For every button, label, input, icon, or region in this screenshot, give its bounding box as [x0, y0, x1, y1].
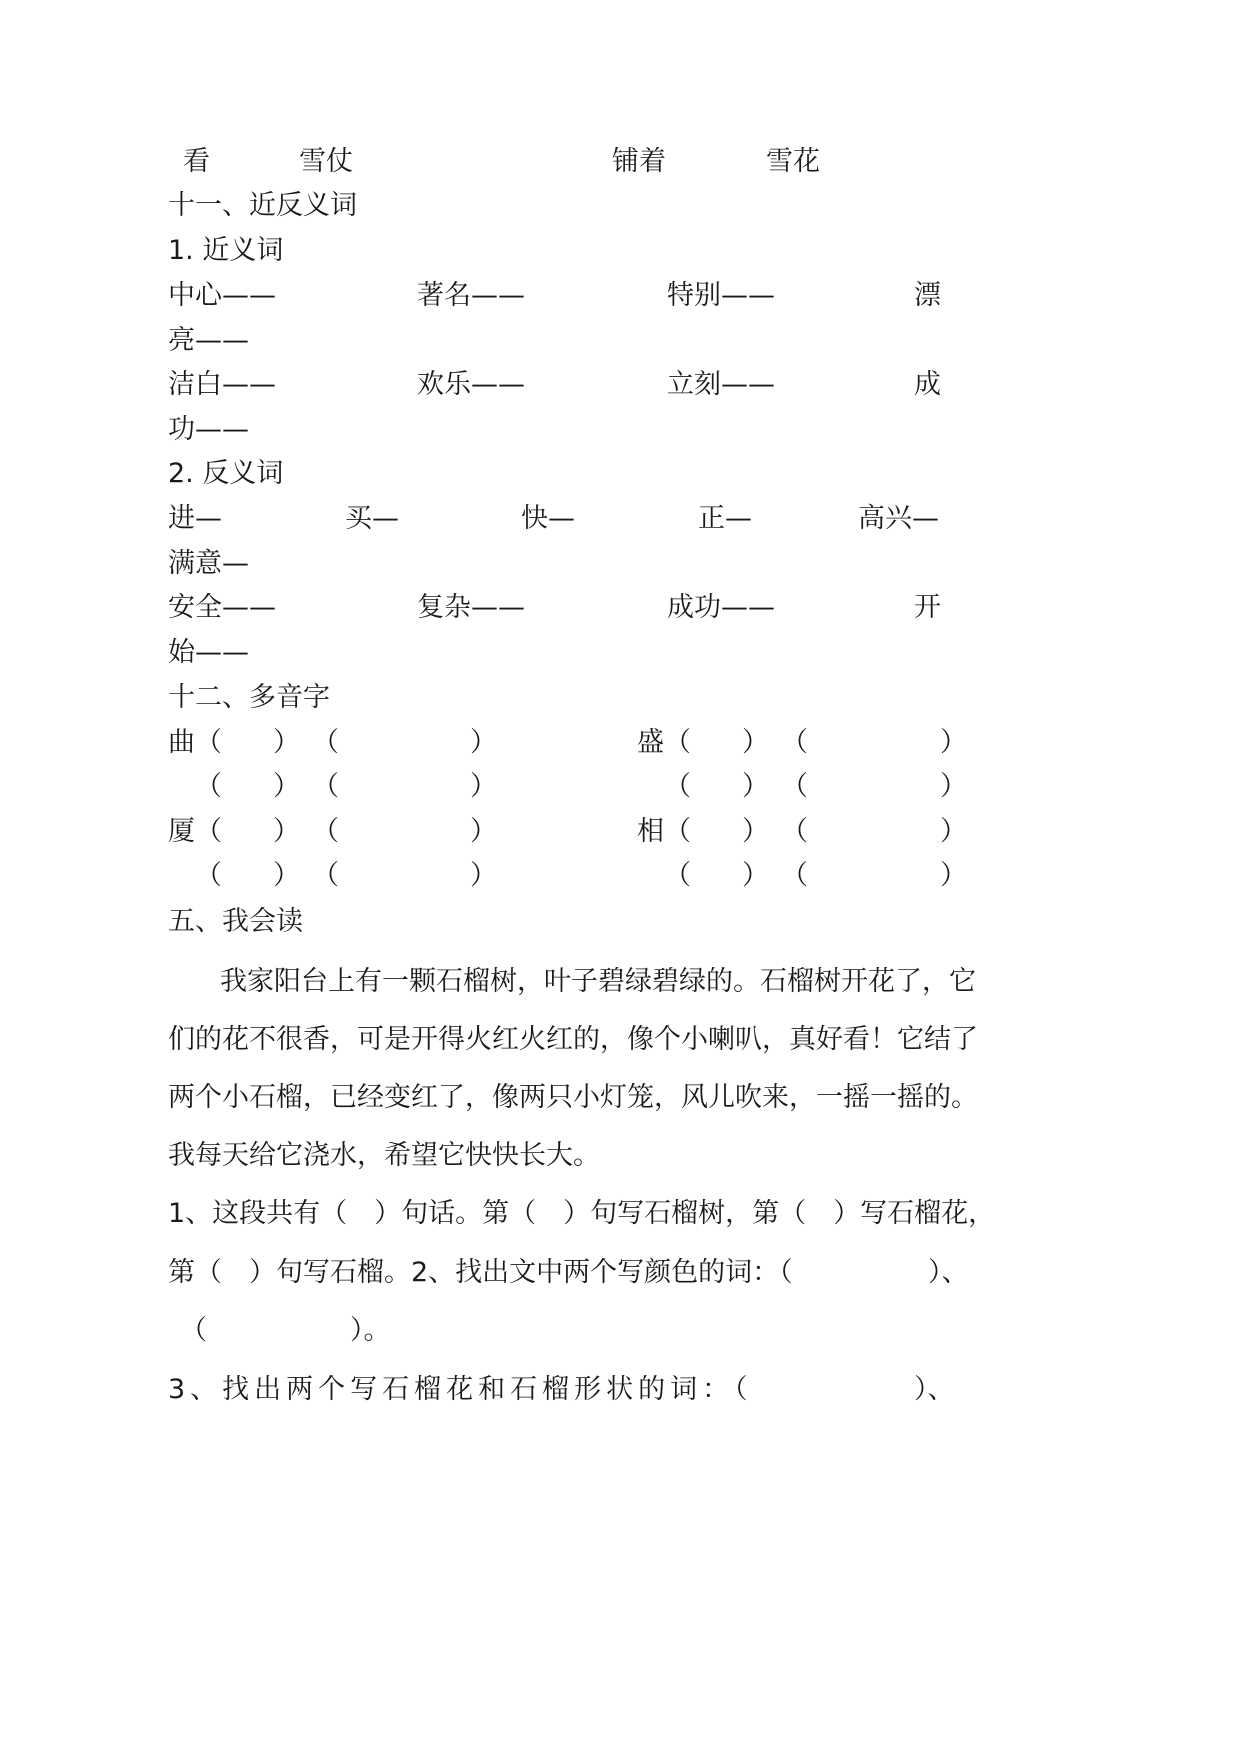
question-3: 3、找出两个写石榴花和石榴形状的词：（	[168, 1374, 753, 1405]
syn-item-cont: 功——	[168, 414, 249, 445]
question-1: 1、这段共有（ ）句话。第（ ）句写石榴树，第（ ）写石榴花，	[168, 1198, 996, 1229]
word-xuezhang: 雪仗	[299, 146, 353, 177]
paren-left: （	[781, 771, 808, 802]
section-5-title: 五、我会读	[168, 906, 303, 937]
paren-right: ）	[940, 727, 967, 758]
paren-left: （	[664, 816, 691, 847]
polyphone-char: 曲	[168, 727, 195, 758]
paren-right: ）	[470, 771, 497, 802]
syn-item: 漂	[914, 280, 941, 311]
paren-left: （	[195, 816, 222, 847]
ant-item: 买—	[345, 503, 399, 534]
paren-left: （	[664, 727, 691, 758]
passage-line: 们的花不很香，可是开得火红火红的，像个小喇叭，真好看！它结了	[168, 1024, 978, 1055]
paren-left: （	[312, 727, 339, 758]
paren-right: ）	[940, 771, 967, 802]
syn-item: 成	[914, 369, 941, 400]
polyphone-char: 厦	[168, 816, 195, 847]
syn-item: 立刻——	[667, 369, 775, 400]
word-puzhe: 铺着	[612, 146, 666, 177]
ant-item-cont: 始——	[168, 637, 249, 668]
paren-right: ）	[742, 860, 769, 891]
paren-left: （	[312, 771, 339, 802]
paren-right: ）	[273, 860, 300, 891]
syn-item: 中心——	[168, 280, 276, 311]
paren-left: （	[664, 860, 691, 891]
ant-item: 进—	[168, 503, 222, 534]
syn-item: 特别——	[667, 280, 775, 311]
answer-blank-end: ）、	[928, 1257, 969, 1288]
answer-blank-end: ）。	[350, 1315, 391, 1346]
paren-right: ）	[940, 816, 967, 847]
polyphone-char: 相	[637, 816, 664, 847]
paren-left: （	[781, 816, 808, 847]
paren-right: ）	[273, 771, 300, 802]
ant-item: 成功——	[667, 592, 775, 623]
word-kan: 看	[183, 146, 210, 177]
ant-item-cont: 满意—	[168, 548, 249, 579]
paren-left: （	[312, 860, 339, 891]
ant-item: 高兴—	[858, 503, 939, 534]
passage-line: 我家阳台上有一颗石榴树，叶子碧绿碧绿的。石榴树开花了，它	[220, 966, 976, 997]
paren-left: （	[781, 860, 808, 891]
polyphone-char: 盛	[637, 727, 664, 758]
synonyms-title: 1. 近义词	[168, 235, 284, 266]
paren-left: （	[312, 816, 339, 847]
answer-blank-end: ）、	[914, 1374, 955, 1405]
syn-item: 洁白——	[168, 369, 276, 400]
ant-item: 快—	[521, 503, 575, 534]
paren-right: ）	[273, 816, 300, 847]
paren-left: （	[195, 727, 222, 758]
paren-left: （	[781, 727, 808, 758]
ant-item: 复杂——	[417, 592, 525, 623]
paren-right: ）	[470, 860, 497, 891]
syn-item: 欢乐——	[417, 369, 525, 400]
paren-left: （	[664, 771, 691, 802]
section-12-title: 十二、多音字	[168, 682, 330, 713]
question-1-cont: 第（ ）句写石榴。2、找出文中两个写颜色的词：（	[168, 1257, 793, 1288]
paren-right: ）	[273, 727, 300, 758]
syn-item-cont: 亮——	[168, 325, 249, 356]
answer-blank-start: （	[180, 1315, 207, 1346]
paren-right: ）	[742, 816, 769, 847]
word-xuehua: 雪花	[766, 146, 820, 177]
passage-line: 两个小石榴，已经变红了，像两只小灯笼，风儿吹来，一摇一摇的。	[168, 1082, 978, 1113]
ant-item: 正—	[698, 503, 752, 534]
ant-item: 安全——	[168, 592, 276, 623]
antonyms-title: 2. 反义词	[168, 458, 284, 489]
section-11-title: 十一、近反义词	[168, 190, 357, 221]
paren-right: ）	[470, 727, 497, 758]
paren-right: ）	[940, 860, 967, 891]
paren-left: （	[195, 771, 222, 802]
paren-right: ）	[742, 771, 769, 802]
ant-item: 开	[914, 592, 941, 623]
paren-right: ）	[742, 727, 769, 758]
syn-item: 著名——	[417, 280, 525, 311]
paren-right: ）	[470, 816, 497, 847]
paren-left: （	[195, 860, 222, 891]
passage-line: 我每天给它浇水，希望它快快长大。	[168, 1140, 600, 1171]
